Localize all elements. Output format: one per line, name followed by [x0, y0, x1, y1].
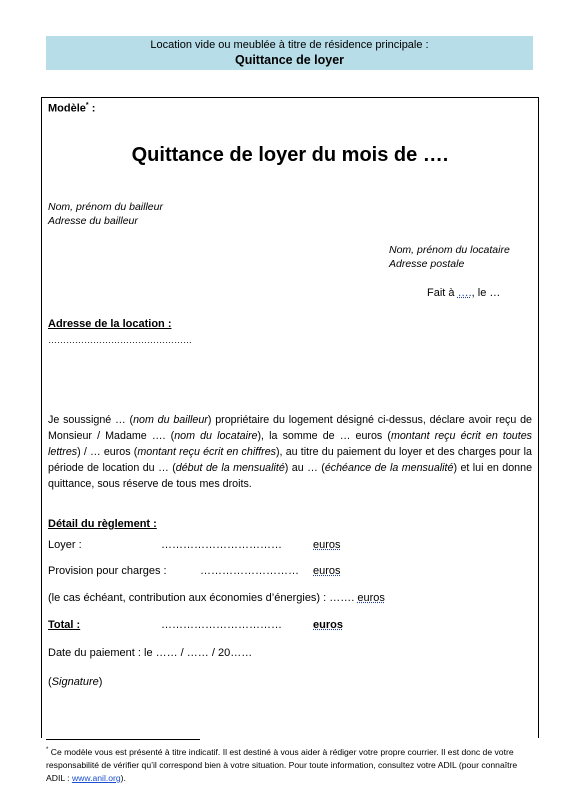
provision-currency: euros: [313, 565, 341, 577]
footnote-separator: [46, 739, 200, 740]
rent-currency: euros: [313, 539, 341, 551]
tenant-block: [389, 243, 510, 271]
para-text: Je soussigné … (: [48, 414, 134, 426]
rent-dots: ……………………………: [161, 539, 282, 551]
model-label-text: Modèle: [48, 102, 86, 115]
contribution-currency: euros: [357, 592, 385, 604]
tenant-address: Adresse postale: [389, 258, 465, 270]
total-dots: ……………………………: [161, 619, 282, 631]
provision-dots: ………………………: [200, 565, 299, 577]
para-text: ) / … euros (: [77, 446, 138, 458]
contribution-line: [48, 592, 385, 604]
place-date-line: [427, 287, 500, 299]
detail-heading: Détail du règlement :: [48, 518, 157, 530]
location-dots: …………………………………………: [48, 335, 192, 345]
model-footnote-marker: *: [85, 102, 89, 109]
para-italic: montant reçu écrit en chiffres: [137, 446, 276, 458]
header-title: Quittance de loyer: [234, 53, 345, 67]
model-label: [48, 102, 95, 115]
para-italic: nom du locataire: [174, 430, 258, 442]
para-italic: début de la mensualité: [175, 462, 285, 474]
para-italic: nom du bailleur: [133, 414, 208, 426]
footnote-text: Ce modèle vous est présenté à titre indicatif. Il est destiné à vous aider à rédiger votre propre courrier. Il est donc de votre responsabilité de vérifier qu’il correspond bien à votre situation. Pour toute information, consultez votre ADIL (pour connaître ADIL :: [46, 746, 518, 783]
signature-line: (Signature): [48, 676, 103, 688]
para-text: ), la somme de … euros (: [257, 430, 391, 442]
footnote-marker: *: [46, 747, 49, 753]
declaration-paragraph: [48, 412, 532, 492]
landlord-name: Nom, prénom du bailleur: [48, 201, 163, 213]
model-frame: [41, 97, 539, 738]
place-value: ….: [457, 287, 472, 299]
total-label: Total :: [48, 619, 81, 631]
rent-label: Loyer :: [48, 539, 82, 551]
para-text: ) au … (: [284, 462, 325, 474]
total-currency: euros: [313, 619, 343, 631]
place-prefix: Fait à: [427, 287, 458, 299]
location-heading: Adresse de la location :: [48, 318, 172, 330]
para-text: ) et lui en donne quittance, sous réserve de tous mes droits.: [48, 462, 533, 490]
para-text: ) propriétaire du logement désigné ci-dessus, déclare avoir reçu de Monsieur / Madame …. (: [48, 414, 532, 442]
tenant-name: Nom, prénom du locataire: [389, 244, 510, 256]
provision-label: Provision pour charges :: [48, 565, 167, 577]
document-header: [46, 36, 533, 70]
receipt-title: Quittance de loyer du mois de ….: [131, 144, 449, 166]
payment-date-line: Date du paiement : le …… / …… / 20……: [48, 647, 253, 659]
para-italic: montant reçu écrit en toutes lettres: [48, 430, 532, 458]
contribution-text: (le cas échéant, contribution aux économies d’énergies) : …….: [48, 592, 355, 604]
anil-link[interactable]: www.anil.org: [71, 772, 121, 783]
date-suffix: , le …: [471, 287, 501, 299]
footnote-end: ).: [120, 772, 126, 783]
signature-label: Signature: [51, 676, 99, 688]
para-italic: échéance de la mensualité: [324, 462, 454, 474]
landlord-address: Adresse du bailleur: [48, 215, 138, 227]
footnote: [46, 744, 532, 785]
model-label-colon: :: [88, 102, 96, 115]
para-text: ), au titre du paiement du loyer et des charges pour la période de location du … (: [48, 446, 532, 474]
landlord-block: [48, 200, 163, 228]
header-subtitle: Location vide ou meublée à titre de résidence principale :: [150, 39, 429, 51]
